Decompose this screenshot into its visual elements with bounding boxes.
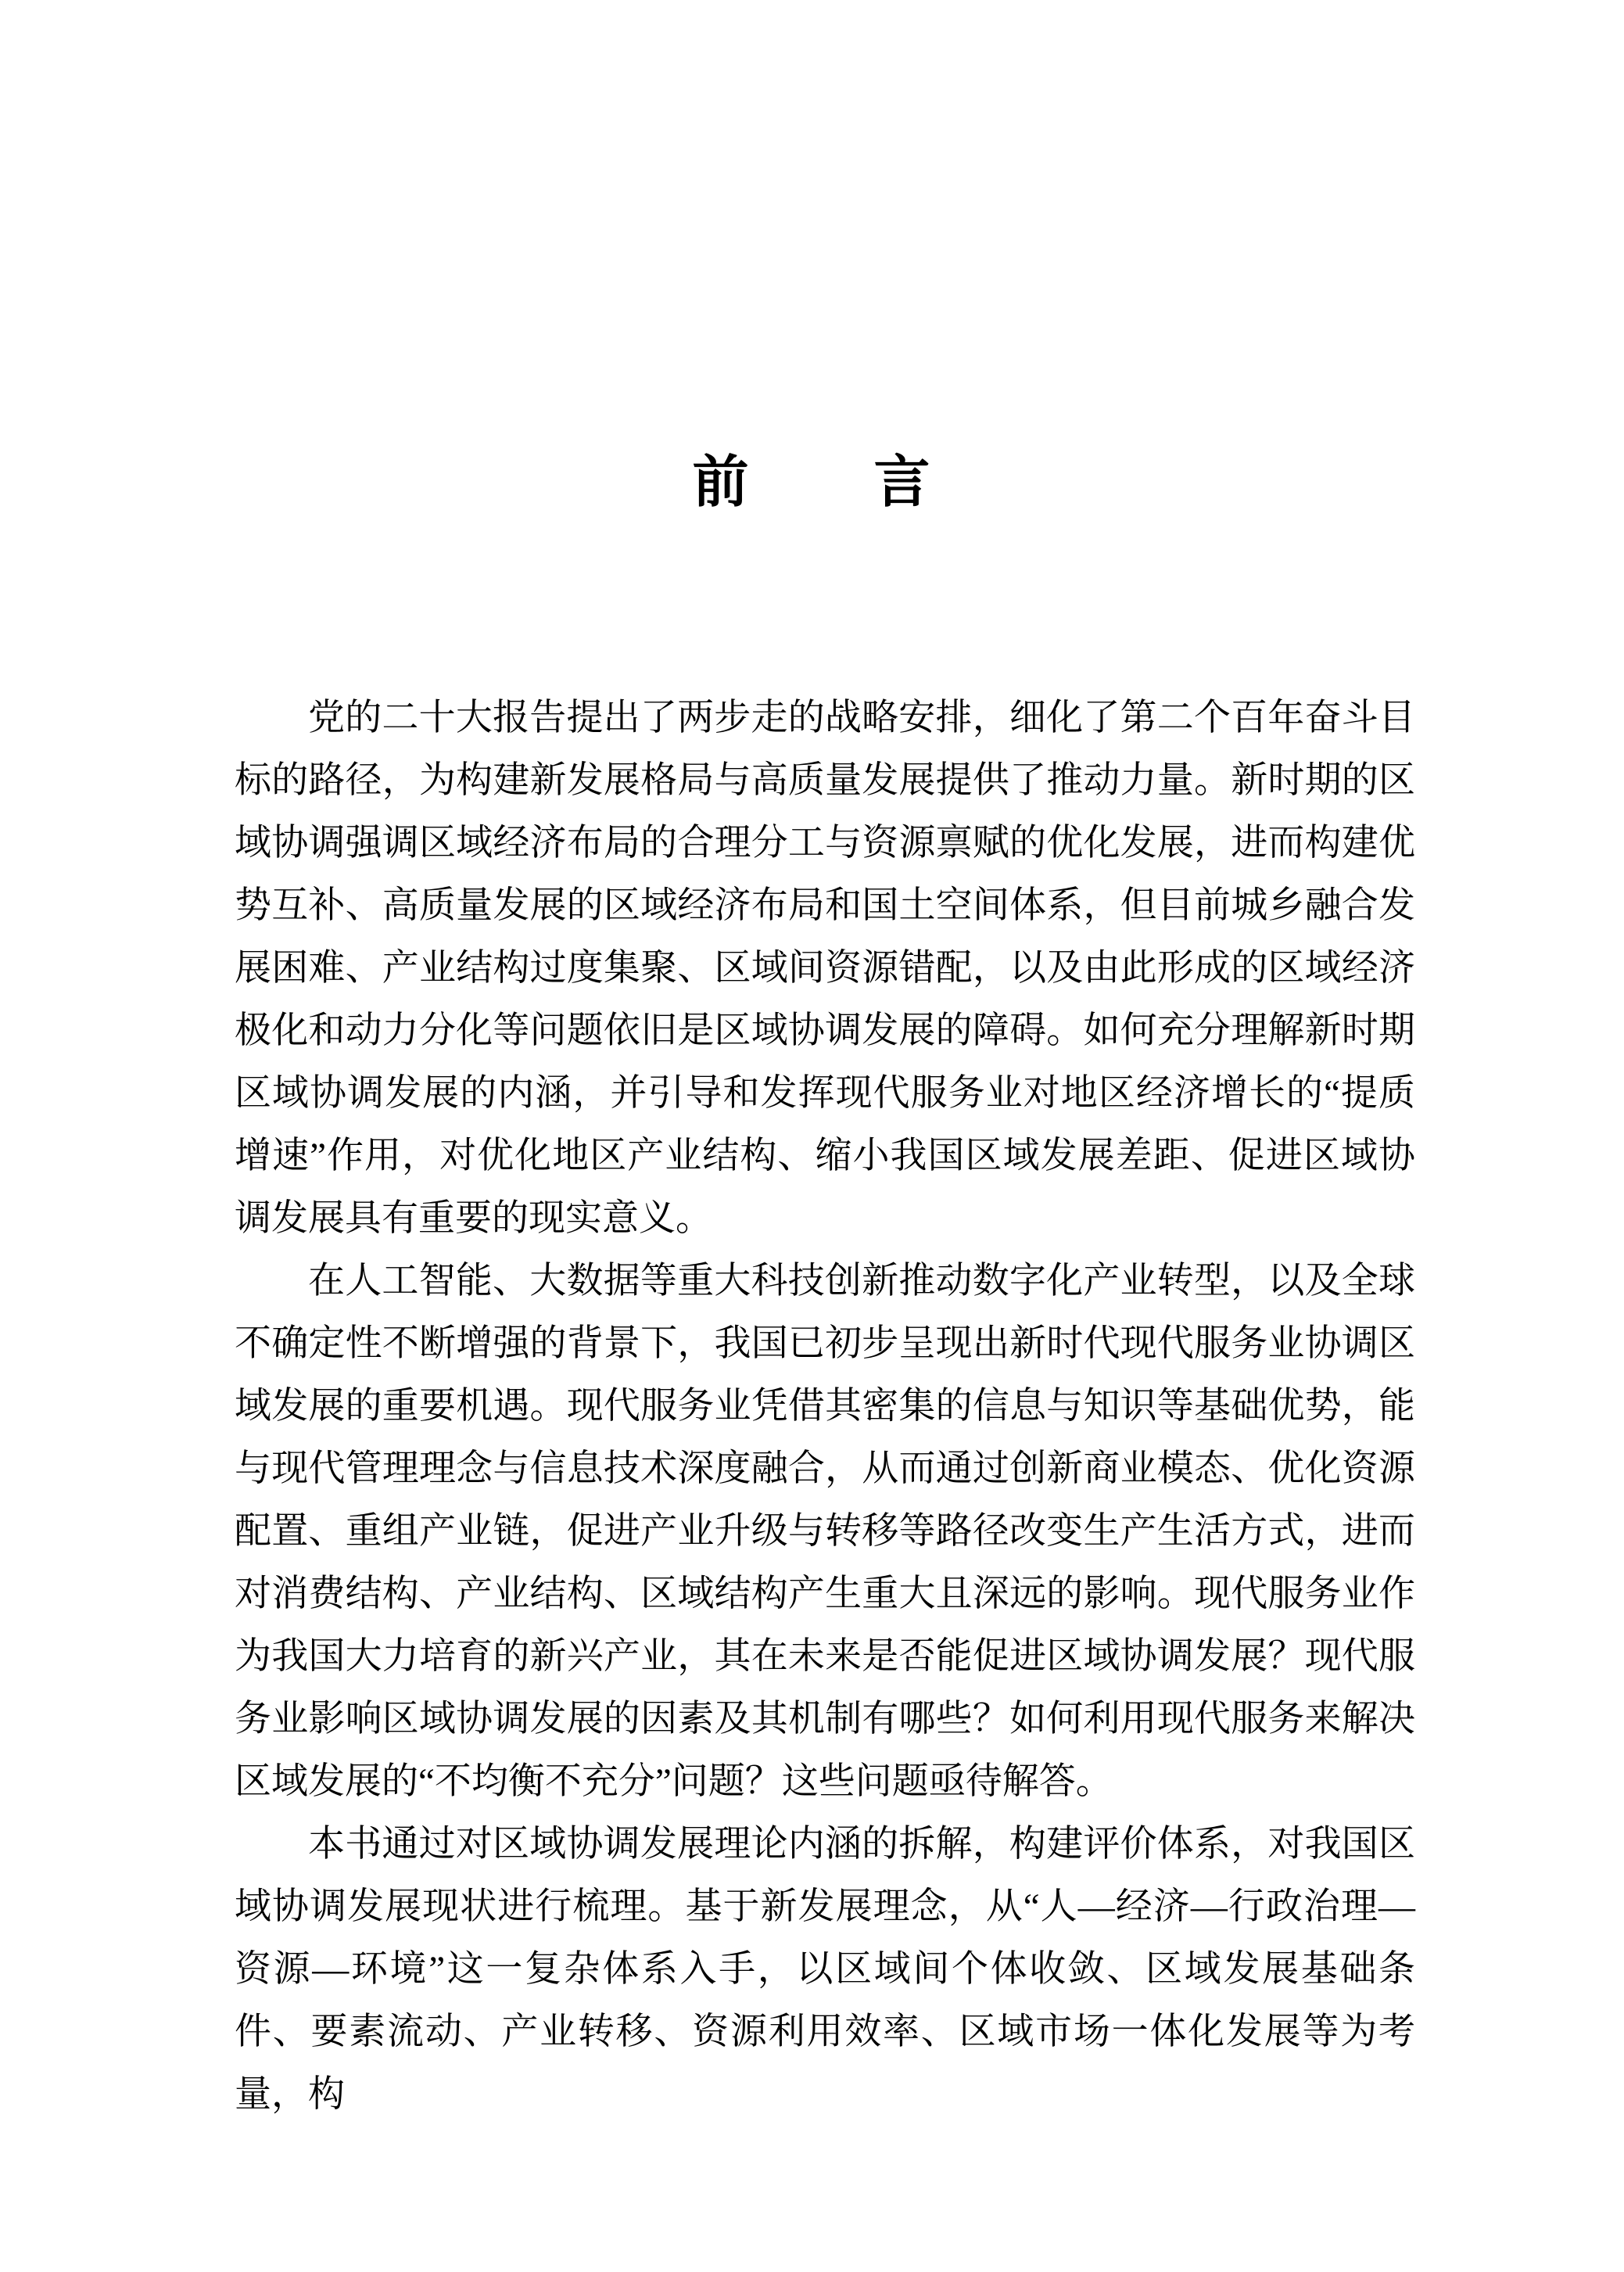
page-title: 前 言 [692,451,932,514]
paragraph-2: 在人工智能、大数据等重大科技创新推动数字化产业转型，以及全球不确定性不断增强的背景下，我国已初步呈现出新时代现代服务业协调区域发展的重要机遇。现代服务业凭借其密集的信息与知识等基础优势，能与现代管理理念与信息技术深度融合，从而通过创新商业模态、优化资源配置、重组产业链，促进产业升级与转移等路径改变生产生活方式，进而对消费结构、产业结构、区域结构产生重大且深远的影响。现代服务业作为我国大力培育的新兴产业，其在未来是否能促进区域协调发展？现代服务业影响区域协调发展的因素及其机制有哪些？如何利用现代服务来解决区域发展的“不均衡不充分”问题？这些问题亟待解答。 [235,1261,1415,1802]
paragraph-3: 本书通过对区域协调发展理论内涵的拆解，构建评价体系，对我国区域协调发展现状进行梳理。基于新发展理念，从“人—经济—行政治理—资源—环境”这一复杂体系入手，以区域间个体收敛、区域发展基础条件、要素流动、产业转移、资源利用效率、区域市场一体化发展等为考量，构 [235,1824,1415,2115]
preface-body [235,687,1415,2126]
paragraph-1: 党的二十大报告提出了两步走的战略安排，细化了第二个百年奋斗目标的路径，为构建新发展格局与高质量发展提供了推动力量。新时期的区域协调强调区域经济布局的合理分工与资源禀赋的优化发展，进而构建优势互补、高质量发展的区域经济布局和国土空间体系，但目前城乡融合发展困难、产业结构过度集聚、区域间资源错配，以及由此形成的区域经济极化和动力分化等问题依旧是区域协调发展的障碍。如何充分理解新时期区域协调发展的内涵，并引导和发挥现代服务业对地区经济增长的“提质增速”作用，对优化地区产业结构、缩小我国区域发展差距、促进区域协调发展具有重要的现实意义。 [235,698,1415,1239]
